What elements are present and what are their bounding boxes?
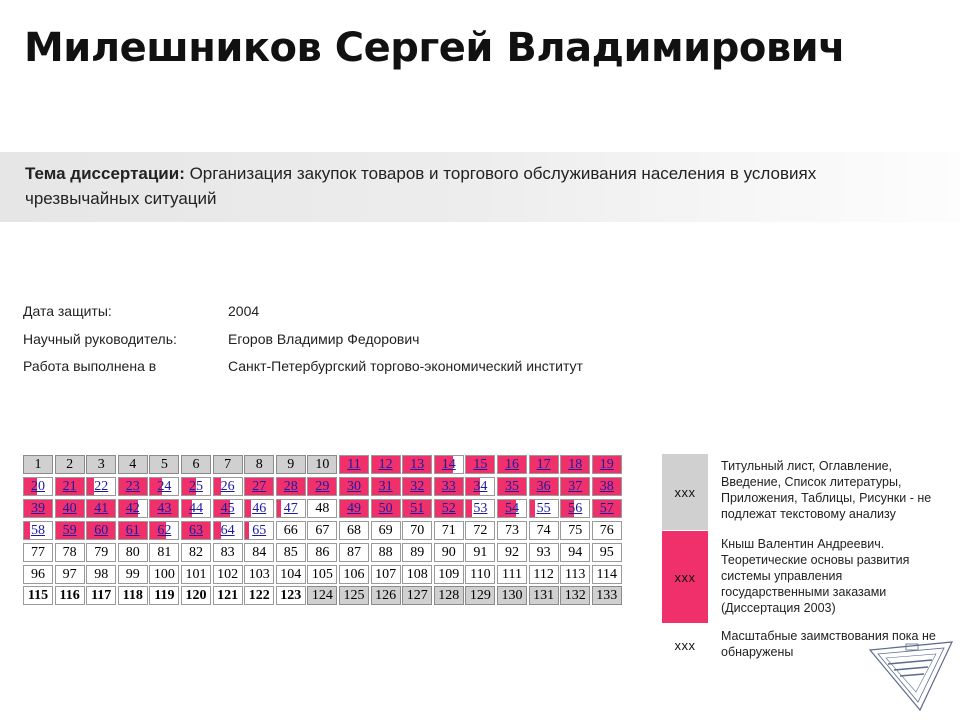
page-cell-9 [276, 455, 306, 474]
page-number: 48 [315, 500, 330, 516]
page-number: 19 [599, 457, 614, 472]
page-number: 85 [283, 544, 298, 560]
page-cell-43[interactable] [149, 499, 179, 518]
page-number: 34 [473, 478, 488, 494]
page-number: 49 [347, 500, 361, 516]
page-number: 14 [441, 457, 456, 472]
page-cell-91 [465, 543, 495, 562]
page-number: 64 [220, 522, 235, 538]
page-cell-47[interactable] [276, 499, 306, 518]
page-cell-13[interactable] [402, 455, 432, 474]
borrowed-fill [214, 522, 221, 539]
page-number: 109 [438, 566, 460, 582]
page-number: 84 [252, 544, 267, 560]
page-cell-129 [465, 586, 495, 605]
page-number: 2 [66, 457, 74, 472]
page-number: 127 [406, 588, 428, 604]
page-cell-11[interactable] [339, 455, 369, 474]
page-number: 90 [441, 544, 456, 560]
page-cell-73 [497, 521, 527, 540]
page-cell-40[interactable] [55, 499, 85, 518]
page-number: 99 [125, 566, 140, 582]
page-cell-107 [371, 565, 401, 584]
page-number: 47 [283, 500, 298, 516]
page-cell-131 [529, 586, 559, 605]
page-number: 32 [410, 478, 425, 494]
page-number: 81 [157, 544, 172, 560]
page-number: 132 [564, 588, 586, 604]
page-cell-63[interactable] [181, 521, 211, 540]
page-number: 9 [287, 457, 295, 472]
page-cell-12[interactable] [371, 455, 401, 474]
page-cell-17[interactable] [529, 455, 559, 474]
page-number: 96 [31, 566, 45, 582]
meta-label: Работа выполнена в [23, 358, 157, 374]
page-number: 46 [252, 500, 267, 516]
page-cell-46[interactable] [244, 499, 274, 518]
page-cell-79 [86, 543, 116, 562]
page-number: 1 [34, 457, 42, 472]
page-number: 93 [536, 544, 551, 560]
page-number: 91 [473, 544, 488, 560]
page-cell-95 [592, 543, 622, 562]
page-number: 16 [505, 457, 519, 472]
legend-text-borrowed: Кныш Валентин Андреевич. Теоретические основы развития системы управления государственными заказами (Диссертация 2003) [721, 537, 910, 615]
page-number: 21 [62, 478, 77, 494]
page-number: 117 [91, 588, 112, 604]
page-cell-55[interactable] [529, 499, 559, 518]
page-cell-81 [149, 543, 179, 562]
page-cell-115 [23, 586, 53, 605]
page-cell-97 [55, 565, 85, 584]
page-number: 29 [315, 478, 330, 494]
page-cell-27[interactable] [244, 477, 274, 496]
page-cell-62[interactable] [149, 521, 179, 540]
page-number: 57 [599, 500, 614, 516]
page-number: 79 [94, 544, 109, 560]
page-number: 110 [470, 566, 491, 582]
page-number: 116 [59, 588, 80, 604]
page-number: 40 [62, 500, 77, 516]
page-cell-78 [55, 543, 85, 562]
page-cell-106 [339, 565, 369, 584]
page-cell-21[interactable] [55, 477, 85, 496]
page-cell-45[interactable] [213, 499, 243, 518]
page-cell-130 [497, 586, 527, 605]
page-number: 43 [157, 500, 172, 516]
page-cell-32[interactable] [402, 477, 432, 496]
page-number: 31 [378, 478, 393, 494]
page-number: 131 [533, 588, 555, 604]
page-number: 55 [536, 500, 551, 516]
page-cell-15[interactable] [465, 455, 495, 474]
page-number: 124 [311, 588, 333, 604]
page-number: 35 [505, 478, 519, 494]
page-cell-67 [307, 521, 337, 540]
page-cell-101 [181, 565, 211, 584]
page-cell-4 [118, 455, 148, 474]
page-number: 22 [94, 478, 109, 494]
borrowed-fill [245, 500, 251, 517]
page-cell-14[interactable] [434, 455, 464, 474]
page-cell-58[interactable] [23, 521, 53, 540]
page-cell-119 [149, 586, 179, 605]
page-cell-121 [213, 586, 243, 605]
page-cell-5 [149, 455, 179, 474]
page-cell-98 [86, 565, 116, 584]
page-number: 26 [220, 478, 235, 494]
page-cell-65[interactable] [244, 521, 274, 540]
page-cell-36[interactable] [529, 477, 559, 496]
page-cell-100 [149, 565, 179, 584]
page-cell-105 [307, 565, 337, 584]
page-cell-41[interactable] [86, 499, 116, 518]
page-number: 125 [343, 588, 365, 604]
seal-stamp-icon [866, 636, 956, 714]
page-number: 114 [596, 566, 618, 582]
page-cell-16[interactable] [497, 455, 527, 474]
page-cell-112 [529, 565, 559, 584]
page-number: 75 [568, 522, 583, 538]
page-cell-35[interactable] [497, 477, 527, 496]
page-cell-86 [307, 543, 337, 562]
page-cell-39[interactable] [23, 499, 53, 518]
page-cell-77 [23, 543, 53, 562]
page-cell-24[interactable] [149, 477, 179, 496]
page-cell-54[interactable] [497, 499, 527, 518]
page-cell-132 [560, 586, 590, 605]
dissertation-theme [25, 161, 845, 211]
page-cell-89 [402, 543, 432, 562]
page-cell-90 [434, 543, 464, 562]
page-cell-61[interactable] [118, 521, 148, 540]
page-number: 51 [410, 500, 425, 516]
page-number: 3 [97, 457, 105, 472]
meta-label: Дата защиты: [23, 303, 112, 319]
borrowed-fill [277, 500, 281, 517]
page-number: 82 [189, 544, 203, 560]
page-number: 92 [505, 544, 519, 560]
page-number: 15 [473, 457, 488, 472]
page-cell-111 [497, 565, 527, 584]
page-number: 69 [378, 522, 393, 538]
page-cell-128 [434, 586, 464, 605]
page-cell-124 [307, 586, 337, 605]
page-cell-3 [86, 455, 116, 474]
page-number: 36 [536, 478, 551, 494]
page-number: 104 [280, 566, 302, 582]
page-number: 129 [469, 588, 491, 604]
page-number: 25 [189, 478, 203, 494]
page-number: 73 [505, 522, 519, 538]
page-title: Милешников Сергей Владимирович [24, 25, 846, 71]
page-cell-103 [244, 565, 274, 584]
page-cell-85 [276, 543, 306, 562]
page-number: 7 [224, 457, 232, 472]
page-cell-49[interactable] [339, 499, 369, 518]
page-cell-10 [307, 455, 337, 474]
page-number: 118 [122, 588, 143, 604]
page-cell-29[interactable] [307, 477, 337, 496]
page-number: 61 [125, 522, 140, 538]
page-number: 123 [280, 588, 302, 604]
page-cell-88 [371, 543, 401, 562]
page-number: 94 [568, 544, 583, 560]
page-cell-50[interactable] [371, 499, 401, 518]
page-number: 18 [568, 457, 583, 472]
page-cell-70 [402, 521, 432, 540]
page-number: 108 [406, 566, 428, 582]
page-cell-22[interactable] [86, 477, 116, 496]
page-cell-120 [181, 586, 211, 605]
page-number: 41 [94, 500, 109, 516]
page-number: 98 [94, 566, 109, 582]
page-cell-102 [213, 565, 243, 584]
page-cell-66 [276, 521, 306, 540]
page-cell-87 [339, 543, 369, 562]
page-number: 130 [501, 588, 523, 604]
page-cell-133 [592, 586, 622, 605]
legend-swatch-borrowed: xxx [662, 531, 708, 623]
page-cell-51[interactable] [402, 499, 432, 518]
page-cell-31[interactable] [371, 477, 401, 496]
page-cell-59[interactable] [55, 521, 85, 540]
page-cell-30[interactable] [339, 477, 369, 496]
page-number: 95 [599, 544, 614, 560]
page-number: 128 [438, 588, 460, 604]
meta-label: Научный руководитель: [23, 331, 177, 347]
page-cell-25[interactable] [181, 477, 211, 496]
page-cell-60[interactable] [86, 521, 116, 540]
page-cell-64[interactable] [213, 521, 243, 540]
page-number: 65 [252, 522, 267, 538]
page-cell-6 [181, 455, 211, 474]
page-number: 77 [31, 544, 45, 560]
borrowed-fill [530, 500, 536, 517]
page-number: 72 [473, 522, 488, 538]
page-number: 44 [189, 500, 203, 516]
legend-text-clean: Масштабные заимствования пока не обнаружены [721, 629, 936, 659]
page-cell-96 [23, 565, 53, 584]
page-number: 83 [220, 544, 235, 560]
page-number: 8 [255, 457, 263, 472]
page-number: 30 [347, 478, 361, 494]
legend-swatch-excluded: xxx [662, 454, 708, 530]
page-number: 10 [315, 457, 330, 472]
page-number: 12 [378, 457, 393, 472]
page-number: 97 [62, 566, 77, 582]
page-number: 107 [375, 566, 397, 582]
page-number: 122 [248, 588, 270, 604]
page-cell-19[interactable] [592, 455, 622, 474]
page-cell-2 [55, 455, 85, 474]
page-cell-33[interactable] [434, 477, 464, 496]
page-number: 63 [189, 522, 203, 538]
page-number: 71 [441, 522, 456, 538]
meta-value: 2004 [228, 303, 260, 319]
page-cell-82 [181, 543, 211, 562]
page-number: 106 [343, 566, 365, 582]
page-number: 24 [157, 478, 172, 494]
page-number: 74 [536, 522, 551, 538]
page-cell-71 [434, 521, 464, 540]
meta-value: Санкт-Петербургский торгово-экономический институт [228, 358, 583, 374]
page-number: 52 [441, 500, 456, 516]
page-number: 87 [347, 544, 361, 560]
page-number: 20 [31, 478, 45, 494]
borrowed-fill [466, 500, 472, 517]
page-number: 113 [564, 566, 586, 582]
theme-text: Организация закупок товаров и торгового обслуживания населения в условиях чрезвычайных ситуаций [25, 164, 817, 208]
borrowed-fill [24, 522, 30, 539]
page-number: 58 [31, 522, 45, 538]
page-cell-108 [402, 565, 432, 584]
page-cell-99 [118, 565, 148, 584]
page-number: 103 [248, 566, 270, 582]
meta-value: Егоров Владимир Федорович [228, 331, 420, 347]
borrowed-fill [214, 478, 221, 495]
page-number: 5 [160, 457, 168, 472]
page-cell-113 [560, 565, 590, 584]
page-cell-26[interactable] [213, 477, 243, 496]
page-cell-23[interactable] [118, 477, 148, 496]
page-cell-104 [276, 565, 306, 584]
page-number: 59 [62, 522, 77, 538]
page-cell-48 [307, 499, 337, 518]
page-cell-7 [213, 455, 243, 474]
borrowed-fill [245, 522, 249, 539]
page-cell-28[interactable] [276, 477, 306, 496]
page-cell-117 [86, 586, 116, 605]
page-number: 6 [192, 457, 200, 472]
page-number: 56 [568, 500, 583, 516]
page-number: 62 [157, 522, 172, 538]
page-number: 39 [31, 500, 45, 516]
page-cell-34[interactable] [465, 477, 495, 496]
page-cell-38[interactable] [592, 477, 622, 496]
legend-text-excluded: Титульный лист, Оглавление, Введение, Список литературы, Приложения, Таблицы, Рисунки - не подлежат текстовому анализу [721, 459, 932, 521]
page-cell-74 [529, 521, 559, 540]
page-number: 67 [315, 522, 330, 538]
page-number: 68 [347, 522, 361, 538]
page-cell-53[interactable] [465, 499, 495, 518]
page-cell-126 [371, 586, 401, 605]
page-number: 23 [125, 478, 140, 494]
page-number: 119 [154, 588, 175, 604]
page-number: 112 [533, 566, 554, 582]
page-number: 100 [153, 566, 175, 582]
page-number: 105 [311, 566, 333, 582]
page-number: 89 [410, 544, 425, 560]
page-cell-94 [560, 543, 590, 562]
page-cell-18[interactable] [560, 455, 590, 474]
page-number: 42 [125, 500, 140, 516]
page-cell-127 [402, 586, 432, 605]
page-number: 54 [505, 500, 519, 516]
page-cell-84 [244, 543, 274, 562]
page-number: 50 [378, 500, 393, 516]
page-cell-37[interactable] [560, 477, 590, 496]
page-number: 13 [410, 457, 425, 472]
page-number: 53 [473, 500, 488, 516]
page-cell-83 [213, 543, 243, 562]
page-cell-20[interactable] [23, 477, 53, 496]
page-cell-114 [592, 565, 622, 584]
page-number: 33 [441, 478, 456, 494]
page-cell-92 [497, 543, 527, 562]
page-cell-57[interactable] [592, 499, 622, 518]
page-number: 120 [185, 588, 207, 604]
page-cell-72 [465, 521, 495, 540]
page-cell-118 [118, 586, 148, 605]
page-number: 4 [129, 457, 137, 472]
page-cell-56[interactable] [560, 499, 590, 518]
page-number: 60 [94, 522, 109, 538]
page-cell-42[interactable] [118, 499, 148, 518]
page-number: 37 [568, 478, 583, 494]
page-cell-125 [339, 586, 369, 605]
page-number: 115 [27, 588, 49, 604]
page-number: 17 [536, 457, 551, 472]
page-number: 66 [283, 522, 298, 538]
page-number: 70 [410, 522, 425, 538]
page-cell-109 [434, 565, 464, 584]
page-number: 126 [375, 588, 397, 604]
page-cell-75 [560, 521, 590, 540]
page-cell-116 [55, 586, 85, 605]
page-cell-68 [339, 521, 369, 540]
page-number: 133 [596, 588, 618, 604]
page-number: 76 [599, 522, 614, 538]
page-number: 111 [502, 566, 522, 582]
page-cell-1 [23, 455, 53, 474]
page-number: 88 [378, 544, 393, 560]
page-number: 80 [125, 544, 140, 560]
page-cell-80 [118, 543, 148, 562]
page-number: 45 [220, 500, 235, 516]
page-cell-76 [592, 521, 622, 540]
page-cell-8 [244, 455, 274, 474]
page-number: 11 [347, 457, 361, 472]
page-number: 38 [599, 478, 614, 494]
page-cell-52[interactable] [434, 499, 464, 518]
page-cell-69 [371, 521, 401, 540]
page-cell-123 [276, 586, 306, 605]
page-number: 102 [217, 566, 239, 582]
page-number: 86 [315, 544, 330, 560]
page-number: 121 [217, 588, 239, 604]
page-number: 101 [185, 566, 207, 582]
page-cell-93 [529, 543, 559, 562]
theme-label: Тема диссертации: [25, 164, 185, 183]
page-number: 27 [252, 478, 267, 494]
page-number: 78 [62, 544, 77, 560]
legend-swatch-clean: xxx [662, 623, 708, 667]
page-cell-122 [244, 586, 274, 605]
page-cell-44[interactable] [181, 499, 211, 518]
page-number: 28 [283, 478, 298, 494]
page-cell-110 [465, 565, 495, 584]
